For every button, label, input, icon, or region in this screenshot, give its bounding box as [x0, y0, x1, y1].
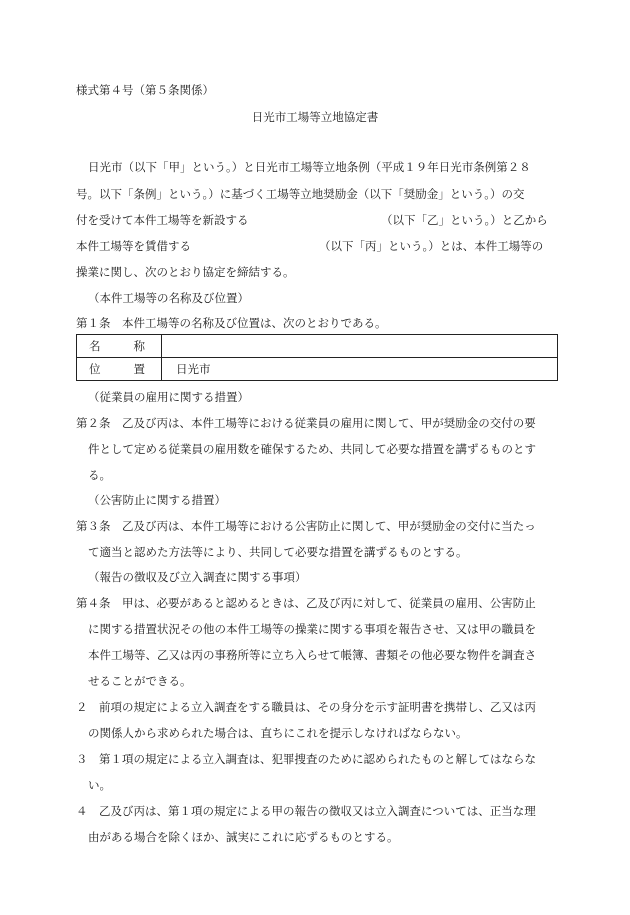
article-4-para-4-line-1: ４ 乙及び丙は、第１項の規定による甲の報告の徴収又は立入調査については、正当な理 — [76, 804, 536, 818]
table-row-name — [77, 335, 558, 358]
preamble-line-4b: （以下「丙」という。）とは、本件工場等の — [319, 239, 544, 253]
article-4-para-2-line-1: ２ 前項の規定による立入調査をする職員は、その身分を示す証明書を携帯し、乙又は丙 — [76, 700, 536, 714]
article-2-heading: （従業員の雇用に関する措置） — [88, 390, 249, 404]
article-1-heading: （本件工場等の名称及び位置） — [88, 291, 249, 305]
table-label-name — [77, 335, 162, 358]
preamble-line-2: 号。以下「条例」という。）に基づく工場等立地奨励金（以下「奨励金」という。）の交 — [76, 187, 525, 201]
preamble-line-1: 日光市（以下「甲」という。）と日光市工場等立地条例（平成１９年日光市条例第２８ — [88, 160, 531, 174]
table-label-name-b: 称 — [133, 339, 145, 353]
preamble-line-3a: 付を受けて本件工場等を新設する — [76, 213, 249, 227]
article-4-para-3-line-2: い。 — [88, 778, 111, 792]
article-4-para-4-line-2: 由がある場合を除くほか、誠実にこれに応ずるものとする。 — [88, 830, 399, 844]
document-title: 日光市工場等立地協定書 — [251, 110, 379, 124]
preamble-line-4a: 本件工場等を賃借する — [76, 239, 191, 253]
article-3-heading: （公害防止に関する措置） — [88, 493, 226, 507]
table-label-location — [77, 358, 162, 381]
article-4-para-3-line-1: ３ 第１項の規定による立入調査は、犯罪捜査のために認められたものと解してはならな — [76, 752, 536, 766]
article-2-line-2: 件として定める従業員の雇用数を確保するため、共同して必要な措置を講ずるものとす — [88, 442, 537, 456]
table-label-name-a: 名 — [89, 339, 101, 353]
location-table — [76, 334, 558, 381]
preamble-line-3b: （以下「乙」という。）と乙から — [381, 213, 548, 227]
form-number: 様式第４号（第５条関係） — [76, 83, 214, 97]
article-4-para-2-line-2: の関係人から求められた場合は、直ちにこれを提示しなければならない。 — [88, 726, 468, 740]
article-2-line-3: る。 — [88, 468, 111, 482]
preamble-line-5: 操業に関し、次のとおり協定を締結する。 — [76, 265, 295, 279]
article-2-line-1: 第２条 乙及び丙は、本件工場等における従業員の雇用に関して、甲が奨励金の交付の要 — [76, 416, 536, 430]
table-row-location — [77, 358, 558, 381]
table-value-location: 日光市 — [162, 358, 558, 381]
table-value-name — [162, 335, 558, 358]
article-4-line-2: に関する措置状況その他の本件工場等の操業に関する事項を報告させ、又は甲の職員を — [88, 622, 537, 636]
article-3-line-1: 第３条 乙及び丙は、本件工場等における公害防止に関して、甲が奨励金の交付に当たっ — [76, 519, 536, 533]
table-label-location-b: 置 — [133, 362, 145, 376]
article-4-heading: （報告の徴収及び立入調査に関する事項） — [88, 570, 307, 584]
article-4-line-3: 本件工場等、乙又は丙の事務所等に立ち入らせて帳簿、書類その他必要な物件を調査さ — [88, 648, 537, 662]
table-label-location-a: 位 — [89, 362, 101, 376]
article-4-line-4: せることができる。 — [88, 674, 192, 688]
article-4-line-1: 第４条 甲は、必要があると認めるときは、乙及び丙に対して、従業員の雇用、公害防止 — [76, 596, 536, 610]
article-1-line-1: 第１条 本件工場等の名称及び位置は、次のとおりである。 — [76, 316, 387, 330]
article-3-line-2: て適当と認めた方法等により、共同して必要な措置を講ずるものとする。 — [88, 545, 468, 559]
